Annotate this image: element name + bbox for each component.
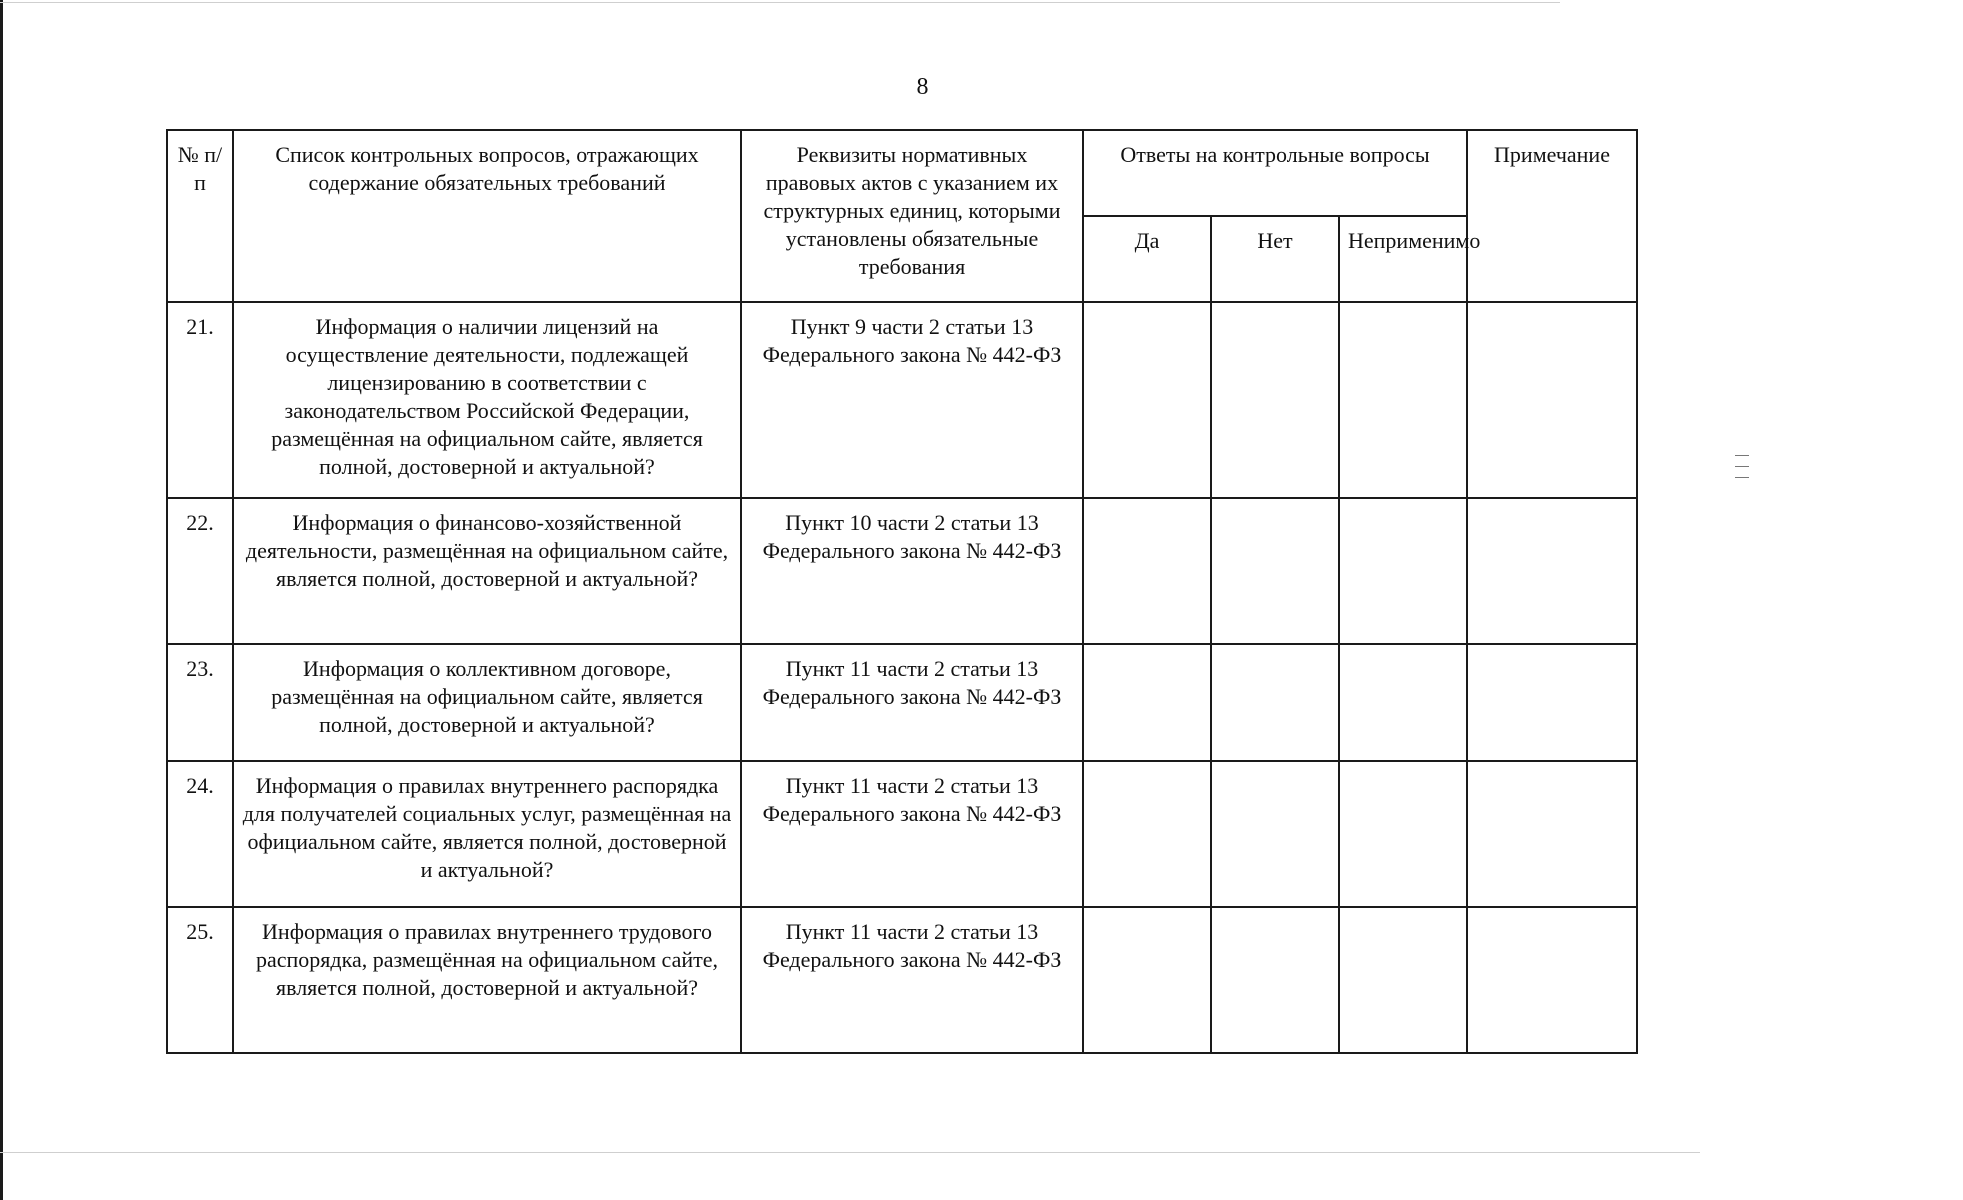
row-question: Информация о правилах внутреннего трудового распорядка, размещённая на официальном сайте, является полной, достоверной и актуальной? <box>233 907 741 1053</box>
table-row <box>167 302 1637 498</box>
row-number: 21. <box>167 302 233 498</box>
row-number: 22. <box>167 498 233 644</box>
note-cell <box>1467 644 1637 761</box>
scan-artifact <box>0 1152 1700 1153</box>
note-cell <box>1467 907 1637 1053</box>
table-row <box>167 761 1637 907</box>
header-answers: Ответы на контрольные вопросы <box>1083 130 1467 216</box>
row-number: 25. <box>167 907 233 1053</box>
answer-yes-cell <box>1083 644 1211 761</box>
header-num: № п/п <box>167 130 233 302</box>
answer-no-cell <box>1211 302 1339 498</box>
answer-not-applicable-cell <box>1339 498 1467 644</box>
header-questions: Список контрольных вопросов, отражающих содержание обязательных требований <box>233 130 741 302</box>
row-question: Информация о правилах внутреннего распорядка для получателей социальных услуг, размещённая на официальном сайте, является полной, достоверной и актуальной? <box>233 761 741 907</box>
note-cell <box>1467 498 1637 644</box>
page-number: 8 <box>916 74 929 100</box>
answer-not-applicable-cell <box>1339 907 1467 1053</box>
row-act: Пункт 9 части 2 статьи 13 Федерального закона № 442-ФЗ <box>741 302 1083 498</box>
header-yes: Да <box>1083 216 1211 302</box>
answer-yes-cell <box>1083 907 1211 1053</box>
header-no: Нет <box>1211 216 1339 302</box>
answer-not-applicable-cell <box>1339 644 1467 761</box>
answer-yes-cell <box>1083 302 1211 498</box>
row-number: 24. <box>167 761 233 907</box>
header-acts: Реквизиты нормативных правовых актов с указанием их структурных единиц, которыми установлены обязательные требования <box>741 130 1083 302</box>
scan-artifact <box>0 2 1560 3</box>
answer-yes-cell <box>1083 498 1211 644</box>
answer-yes-cell <box>1083 761 1211 907</box>
row-act: Пункт 11 части 2 статьи 13 Федерального закона № 442-ФЗ <box>741 907 1083 1053</box>
header-row <box>167 130 1637 216</box>
answer-not-applicable-cell <box>1339 302 1467 498</box>
header-not-applicable: Неприменимо <box>1339 216 1467 302</box>
answer-no-cell <box>1211 761 1339 907</box>
scan-artifact <box>1735 466 1749 467</box>
answer-no-cell <box>1211 498 1339 644</box>
page-edge <box>0 0 3 1200</box>
scan-artifact <box>1735 455 1749 456</box>
answer-no-cell <box>1211 644 1339 761</box>
note-cell <box>1467 761 1637 907</box>
table-row <box>167 498 1637 644</box>
answer-not-applicable-cell <box>1339 761 1467 907</box>
row-act: Пункт 11 части 2 статьи 13 Федерального закона № 442-ФЗ <box>741 761 1083 907</box>
row-act: Пункт 10 части 2 статьи 13 Федерального закона № 442-ФЗ <box>741 498 1083 644</box>
scan-artifact <box>1735 477 1749 478</box>
header-note: Примечание <box>1467 130 1637 302</box>
table-row <box>167 907 1637 1053</box>
answer-no-cell <box>1211 907 1339 1053</box>
row-question: Информация о финансово-хозяйственной деятельности, размещённая на официальном сайте, является полной, достоверной и актуальной? <box>233 498 741 644</box>
row-act: Пункт 11 части 2 статьи 13 Федерального закона № 442-ФЗ <box>741 644 1083 761</box>
table-row <box>167 644 1637 761</box>
row-question: Информация о коллективном договоре, размещённая на официальном сайте, является полной, достоверной и актуальной? <box>233 644 741 761</box>
row-number: 23. <box>167 644 233 761</box>
row-question: Информация о наличии лицензий на осуществление деятельности, подлежащей лицензированию в соответствии с законодательством Российской Федерации, размещённая на официальном сайте, является полной, достоверной и актуальной? <box>233 302 741 498</box>
note-cell <box>1467 302 1637 498</box>
checklist-table <box>166 129 1638 1054</box>
